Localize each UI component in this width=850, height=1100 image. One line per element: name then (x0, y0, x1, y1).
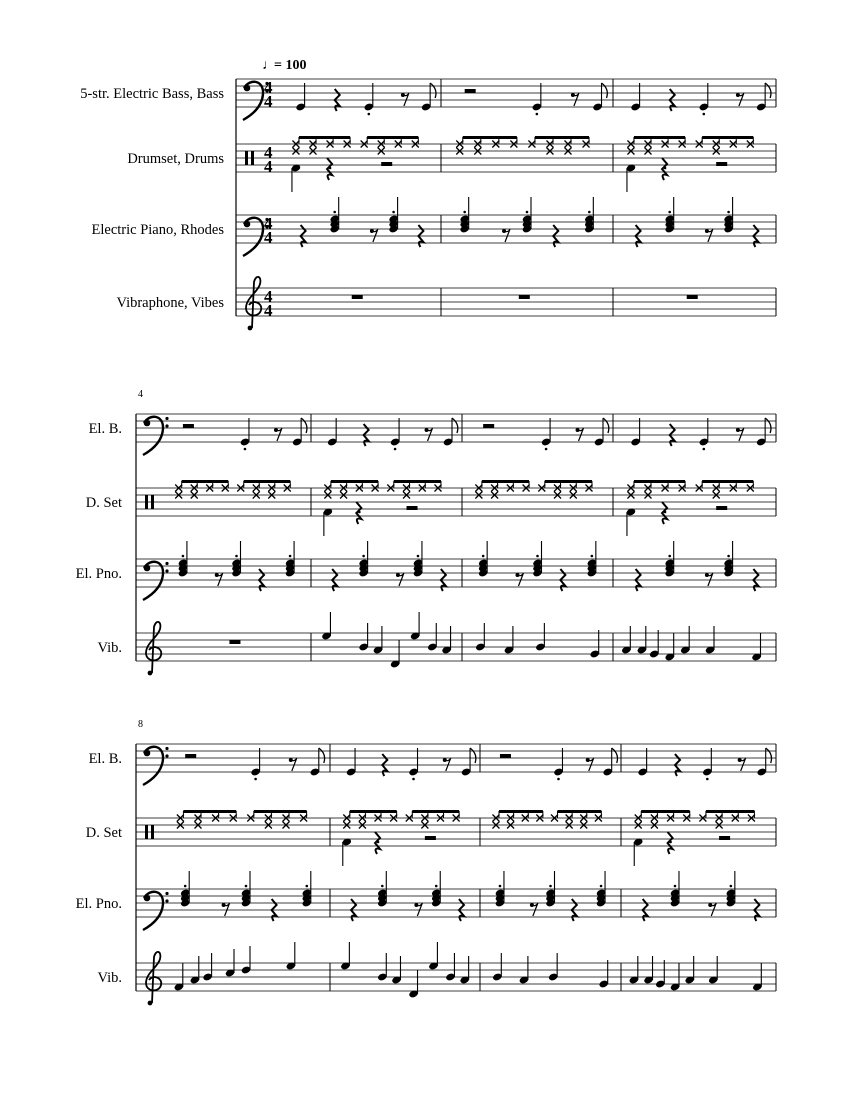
staccato-dot (536, 555, 539, 558)
staccato-dot (674, 885, 677, 888)
staccato-dot (368, 113, 371, 116)
staccato-dot (730, 885, 733, 888)
note-flag (452, 418, 458, 433)
staff-elb (89, 414, 776, 455)
time-signature-numerator: 4 (264, 287, 273, 306)
system-3 (76, 719, 776, 1005)
hihat-beam (394, 480, 441, 483)
hihat-beam (545, 480, 592, 483)
half-rest-icon (719, 836, 730, 840)
half-rest-icon (500, 754, 511, 758)
percussion-clef-icon (145, 825, 148, 839)
hihat-beam (482, 480, 529, 483)
whole-rest-icon (352, 295, 363, 299)
staccato-dot (254, 778, 257, 781)
hihat-beam (499, 810, 543, 813)
staccato-dot (392, 211, 395, 214)
treble-clef-icon (146, 952, 161, 1003)
staccato-dot (182, 555, 185, 558)
time-signature-numerator: 4 (264, 78, 273, 97)
staff-vib (116, 277, 776, 330)
staff-dset (86, 810, 776, 866)
time-signature-numerator: 4 (264, 214, 273, 233)
staccato-dot (245, 885, 248, 888)
whole-rest-icon (519, 295, 530, 299)
half-rest-icon (716, 162, 727, 166)
half-rest-icon (716, 506, 727, 510)
note-flag (319, 748, 325, 763)
instrument-label: Drumset, Drums (127, 151, 224, 167)
hihat-beam (706, 810, 755, 813)
staccato-dot (727, 211, 730, 214)
instrument-label: Vib. (97, 640, 122, 656)
staccato-dot (600, 885, 603, 888)
half-rest-icon (185, 754, 196, 758)
half-rest-icon (425, 836, 436, 840)
tempo-value: = 100 (274, 58, 307, 73)
time-signature-denominator: 4 (264, 228, 273, 247)
hihat-beam (702, 136, 753, 139)
staff-vib (97, 612, 776, 675)
staccato-dot (545, 448, 548, 451)
percussion-clef-icon (145, 495, 148, 509)
staccato-dot (289, 555, 292, 558)
hihat-beam (367, 136, 418, 139)
system-2 (76, 389, 776, 675)
hihat-beam (182, 480, 229, 483)
note-flag (430, 83, 436, 98)
hihat-beam (535, 136, 589, 139)
instrument-label: D. Set (85, 495, 122, 511)
hihat-beam (557, 810, 601, 813)
whole-rest-icon (229, 640, 240, 644)
instrument-label: El. B. (88, 421, 122, 437)
instrument-label: D. Set (85, 825, 122, 841)
measure-number: 8 (138, 719, 143, 730)
staccato-dot (703, 448, 706, 451)
note-flag (612, 748, 618, 763)
note-flag (765, 83, 771, 98)
whole-rest-icon (687, 295, 698, 299)
staccato-dot (536, 113, 539, 116)
hihat-beam (254, 810, 307, 813)
staccato-dot (526, 211, 529, 214)
note-flag (603, 418, 609, 433)
instrument-label: El. Pno. (75, 566, 122, 582)
staccato-dot (557, 778, 560, 781)
hihat-beam (331, 480, 378, 483)
hihat-beam (350, 810, 397, 813)
tempo-marking (262, 58, 306, 73)
percussion-clef-icon (245, 151, 248, 165)
hihat-beam (634, 136, 685, 139)
instrument-label: El. Pno. (75, 896, 122, 912)
instrument-label: Electric Piano, Rhodes (91, 222, 224, 238)
staccato-dot (306, 885, 309, 888)
staccato-dot (668, 211, 671, 214)
staccato-dot (333, 211, 336, 214)
instrument-label: El. B. (88, 751, 122, 767)
tempo-note-icon: ♩ (262, 58, 276, 73)
half-rest-icon (407, 506, 418, 510)
staff-dset (86, 480, 776, 536)
staff-elpno (76, 871, 776, 930)
time-signature-denominator: 4 (264, 92, 273, 111)
note-flag (766, 748, 772, 763)
hihat-beam (634, 480, 685, 483)
time-signature-denominator: 4 (264, 301, 273, 320)
note-flag (470, 748, 476, 763)
staccato-dot (235, 555, 238, 558)
staccato-dot (435, 885, 438, 888)
measure-number: 4 (138, 389, 143, 400)
staccato-dot (463, 211, 466, 214)
note-flag (765, 418, 771, 433)
staccato-dot (184, 885, 187, 888)
hihat-beam (299, 136, 350, 139)
hihat-beam (463, 136, 517, 139)
instrument-label: Vibraphone, Vibes (116, 295, 224, 311)
staccato-dot (381, 885, 384, 888)
treble-clef-icon (246, 277, 261, 328)
hihat-beam (244, 480, 291, 483)
hihat-beam (702, 480, 753, 483)
staccato-dot (703, 113, 706, 116)
staccato-dot (588, 211, 591, 214)
hihat-beam (641, 810, 690, 813)
treble-clef-icon (146, 622, 161, 673)
staccato-dot (549, 885, 552, 888)
half-rest-icon (381, 162, 392, 166)
staccato-dot (668, 555, 671, 558)
staccato-dot (417, 555, 420, 558)
hihat-beam (183, 810, 236, 813)
staccato-dot (482, 555, 485, 558)
staccato-dot (394, 448, 397, 451)
staff-elb (80, 78, 776, 120)
instrument-label: Vib. (97, 970, 122, 986)
system-1 (80, 78, 776, 330)
half-rest-icon (183, 424, 194, 428)
staccato-dot (591, 555, 594, 558)
hihat-beam (412, 810, 459, 813)
instrument-label: 5-str. Electric Bass, Bass (80, 86, 224, 102)
staff-elpno (92, 197, 776, 256)
staff-dset (127, 136, 776, 192)
staff-elpno (76, 541, 776, 600)
note-flag (602, 83, 608, 98)
note-flag (301, 418, 307, 433)
time-signature-numerator: 4 (264, 143, 273, 162)
staccato-dot (499, 885, 502, 888)
staccato-dot (244, 448, 247, 451)
staccato-dot (412, 778, 415, 781)
half-rest-icon (465, 89, 476, 93)
half-rest-icon (483, 424, 494, 428)
time-signature-denominator: 4 (264, 157, 273, 176)
staff-elb (89, 744, 776, 785)
staff-vib (97, 942, 776, 1005)
staccato-dot (727, 555, 730, 558)
staccato-dot (362, 555, 365, 558)
staccato-dot (706, 778, 709, 781)
